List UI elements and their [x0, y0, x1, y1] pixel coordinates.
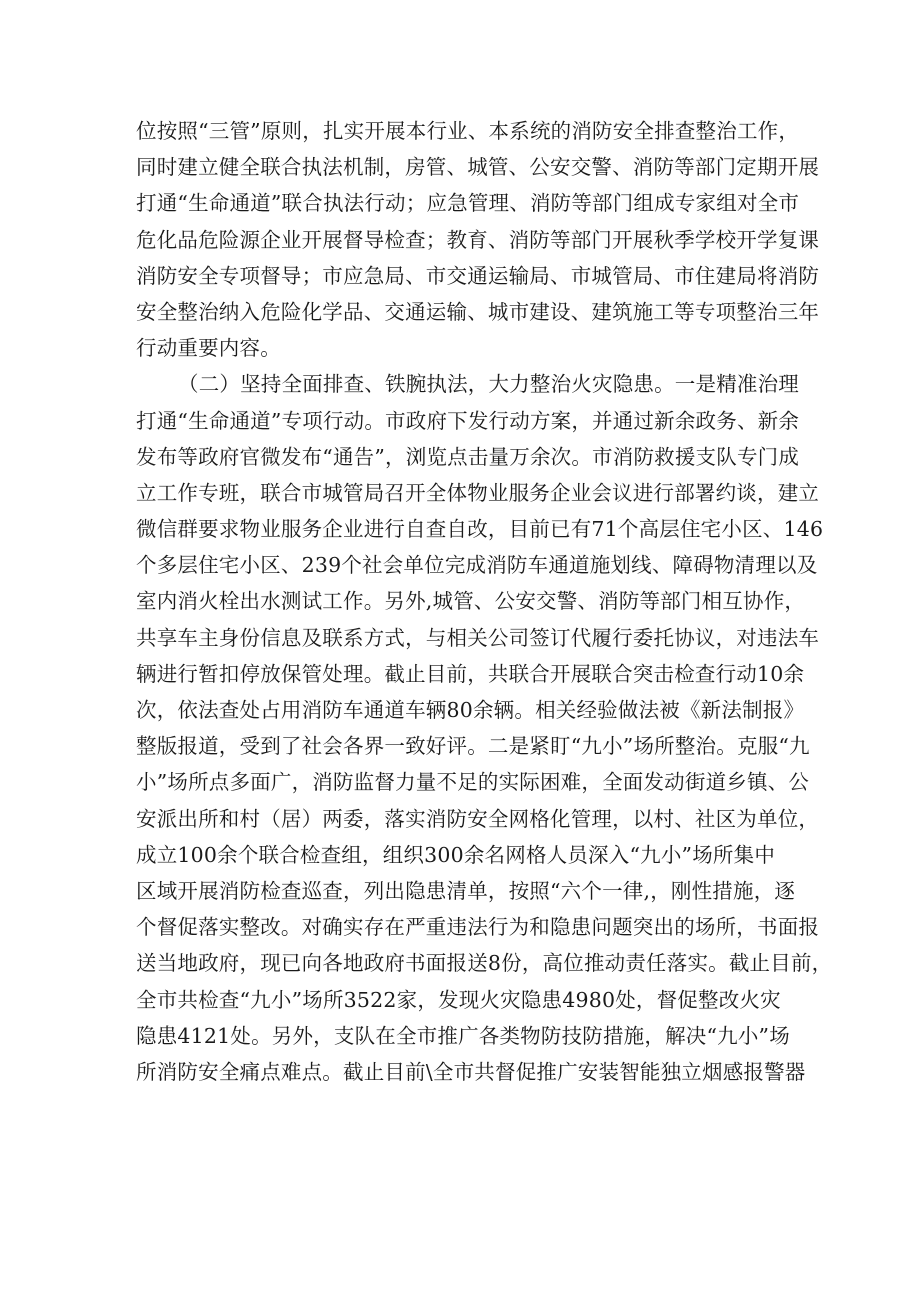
text-line: 打通“生命通道”联合执法行动；应急管理、消防等部门组成专家组对全市 — [136, 191, 800, 216]
text-line: 全市共检查“九小”场所3522家，发现火灾隐患4980处，督促整改火灾 — [136, 987, 781, 1012]
text-line: 同时建立健全联合执法机制，房管、城管、公安交警、消防等部门定期开展 — [136, 155, 820, 180]
text-line: 安全整治纳入危险化学品、交通运输、城市建设、建筑施工等专项整治三年 — [136, 299, 820, 324]
text-line: 位按照“三管”原则，扎实开展本行业、本系统的消防安全排查整治工作， — [136, 119, 800, 143]
text-line: 共享车主身份信息及联系方式，与相关公司签订代履行委托协议，对违法车 — [136, 625, 820, 650]
body-text — [136, 113, 833, 1090]
text-line: 立工作专班，联合市城管局召开全体物业服务企业会议进行部署约谈，建立 — [136, 480, 820, 505]
text-line: 室内消火栓出水测试工作。另外,城管、公安交警、消防等部门相互协作， — [136, 589, 806, 614]
text-line: 微信群要求物业服务企业进行自查自改，目前已有71个高层住宅小区、146 — [136, 517, 824, 542]
text-line: 所消防安全痛点难点。截止目前\全市共督促推广安装智能独立烟感报警器 — [136, 1059, 806, 1084]
text-line: 隐患4121处。另外，支队在全市推广各类物防技防措施，解决“九小”场 — [136, 1023, 790, 1048]
text-line: 危化品危险源企业开展督导检查；教育、消防等部门开展秋季学校开学复课 — [136, 227, 820, 252]
text-line: 安派出所和村（居）两委，落实消防安全网格化管理，以村、社区为单位， — [136, 806, 820, 831]
text-line: 次，依法查处占用消防车通道车辆80余辆。相关经验做法被《新法制报》 — [136, 698, 805, 722]
section-heading-line: （二）坚持全面排查、铁腕执法，大力整治火灾隐患。一是精准治理 — [178, 372, 799, 397]
text-line: 成立100余个联合检查组，组织300余名网格人员深入“九小”场所集中 — [136, 842, 776, 867]
text-line: 个督促落实整改。对确实存在严重违法行为和隐患问题突出的场所，书面报 — [136, 915, 820, 940]
text-line: 区域开展消防检查巡查，列出隐患清单，按照“六个一律,，刚性措施，逐 — [136, 878, 796, 903]
text-line: 送当地政府，现已向各地政府书面报送8份，高位推动责任落实。截止目前， — [136, 951, 833, 976]
text-line: 辆进行暂扣停放保管处理。截止目前，共联合开展联合突击检查行动10余 — [136, 661, 805, 686]
text-line: 发布等政府官微发布“通告”，浏览点击量万余次。市消防救援支队专门成 — [136, 444, 800, 469]
text-line: 行动重要内容。 — [136, 336, 281, 361]
text-line: 个多层住宅小区、239个社会单位完成消防车通道施划线、障碍物清理以及 — [136, 553, 818, 578]
text-line: 整版报道，受到了社会各界一致好评。二是紧盯“九小”场所整治。克服“九 — [136, 734, 810, 759]
text-line: 小”场所点多面广，消防监督力量不足的实际困难，全面发动街道乡镇、公 — [136, 770, 810, 795]
text-line: 消防安全专项督导；市应急局、市交通运输局、市城管局、市住建局将消防 — [136, 263, 820, 288]
text-line: 打通“生命通道”专项行动。市政府下发行动方案，并通过新余政务、新余 — [136, 408, 800, 433]
